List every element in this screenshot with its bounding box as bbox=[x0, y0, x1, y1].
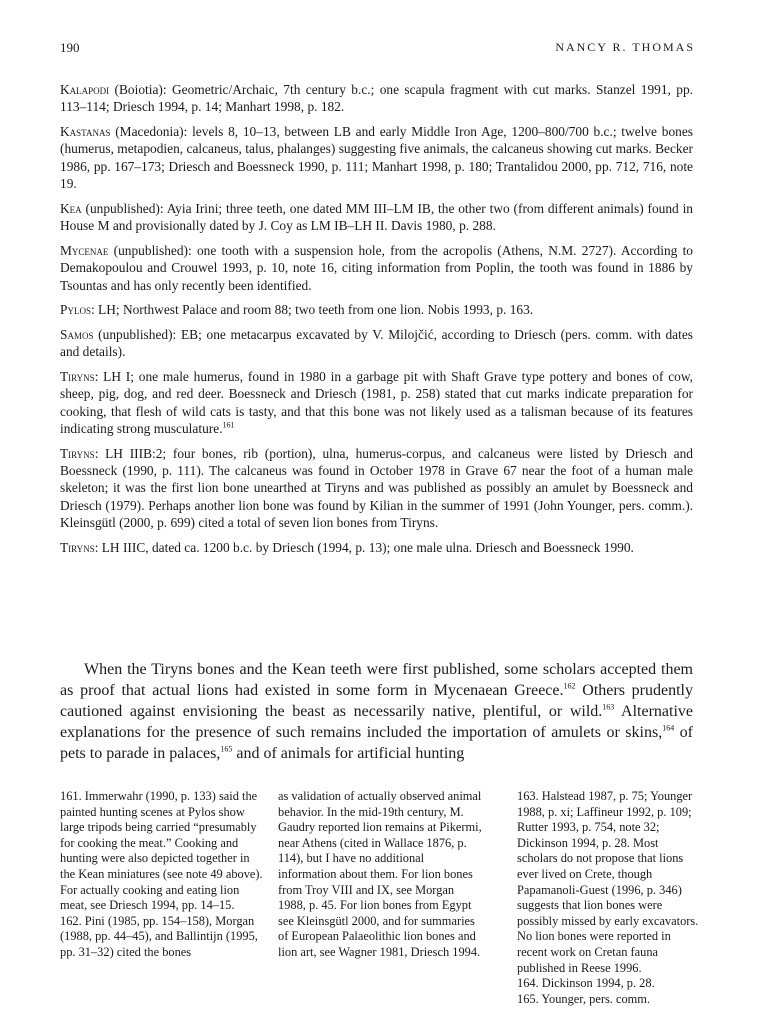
entry-site: Mycenae bbox=[60, 242, 109, 258]
entry-text: (unpublished): Ayia Irini; three teeth, one dated MM III–LM IB, the other two (from different animals) found in House M and provisionally dated by J. Coy as LM IB–LH II. Davis 1980, p. 288. bbox=[60, 200, 693, 234]
entry-pylos bbox=[60, 301, 693, 318]
paragraph-text: Alternative explanations for the presence of such remains included the importation of amulets or skins, bbox=[60, 702, 693, 741]
entry-tiryns-lh1 bbox=[60, 368, 693, 438]
footnote-ref[interactable]: 162 bbox=[563, 681, 576, 691]
paragraph-text: When the Tiryns bones and the Kean teeth were first published, some scholars accepted them as proof that actual lions had existed in some form in Mycenaean Greece. bbox=[60, 661, 693, 699]
main-paragraph bbox=[60, 660, 693, 765]
page-header bbox=[60, 40, 695, 60]
entry-tiryns-lh3c bbox=[60, 539, 693, 556]
entry-site: Samos bbox=[60, 326, 94, 342]
entry-mycenae bbox=[60, 242, 693, 294]
footnote-165: 165. Younger, pers. comm. bbox=[517, 991, 651, 1006]
entry-kea bbox=[60, 200, 693, 235]
entry-tiryns-lh3b bbox=[60, 445, 693, 532]
footnote-column-1 bbox=[60, 789, 266, 961]
footnote-164: 164. Dickinson 1994, p. 28. bbox=[517, 976, 655, 991]
entry-kastanas bbox=[60, 123, 693, 193]
paragraph-text: Others prudently cautioned against envisioning the beast as necessarily native, plentiful, or wild. bbox=[60, 681, 693, 720]
entry-text: (unpublished): EB; one metacarpus excavated by V. Milojčić, according to Driesch (pers. comm. with dates and details). bbox=[60, 326, 693, 360]
footnote-ref[interactable]: 165 bbox=[220, 744, 233, 754]
running-head: NANCY R. THOMAS bbox=[555, 40, 695, 54]
footnote-ref[interactable]: 164 bbox=[662, 723, 675, 733]
entry-text: (Boiotia): Geometric/Archaic, 7th century b.c.; one scapula fragment with cut marks. Stanzel 1991, pp. 113–114; Driesch 1994, p. 14; Manhart 1998, p. 182. bbox=[60, 82, 693, 115]
paragraph-text: and of animals for artificial hunting bbox=[232, 744, 465, 762]
entry-site: Pylos bbox=[60, 302, 91, 318]
entry-site: Tiryns bbox=[60, 539, 95, 555]
entry-kalapodi bbox=[60, 81, 693, 116]
entry-site: Kalapodi bbox=[60, 82, 110, 97]
footnote-ref[interactable]: 161 bbox=[222, 420, 235, 430]
entry-site: Tiryns bbox=[60, 368, 95, 384]
page-number: 190 bbox=[60, 40, 80, 55]
footnote-162-cont: as validation of actually observed animal behavior. In the mid-19th century, M. Gaudry reported lion remains at Pikermi, near Athens (cited in Wallace 1876, p. 114), but I have no additional information about them. For lion bones from Troy VIII and IX, see Morgan 1988, p. 45. For lion bones from Egypt see Kleinsgütl 2000, and for summaries of European Palaeolithic lion bones and lion art, see Wagner 1981, Driesch 1994. bbox=[278, 789, 482, 959]
entry-text: : LH; Northwest Palace and room 88; two teeth from one lion. Nobis 1993, p. 163. bbox=[90, 302, 534, 318]
footnote-162: 162. Pini (1985, pp. 154–158), Morgan (1988, pp. 44–45), and Ballintijn (1995, pp. 31–32) cited the bones bbox=[60, 913, 258, 959]
entry-samos bbox=[60, 326, 693, 361]
footnote-column-3 bbox=[517, 789, 699, 1007]
entry-text: : LH IIIB:2; four bones, rib (portion), ulna, humerus-corpus, and calcaneus were listed by Driesch and Boessneck (1990, p. 111). The calcaneus was found in October 1978 in Grave 67 near the foot of a human male skeleton; it was the first lion bone unearthed at Tiryns and was published as possibly an amulet by Boessneck and Driesch (1979). Perhaps another lion bone was found by Kilian in the summer of 1991 (John Younger, pers. comm.). Kleinsgütl (2000, p. 699) cited a total of seven lion bones from Tiryns. bbox=[60, 445, 693, 531]
footnote-163: 163. Halstead 1987, p. 75; Younger 1988, p. xi; Laffineur 1992, p. 109; Rutter 1993, p. 754, note 32; Dickinson 1994, p. 28. Most scholars do not propose that lions ever lived on Crete, though Papamanoli-Guest (1996, p. 346) suggests that lion bones were possibly missed by early excavators. No lion bones were reported in recent work on Cretan fauna published in Reese 1996. bbox=[517, 789, 699, 975]
footnote-161: 161. Immerwahr (1990, p. 133) said the painted hunting scenes at Pylos show large tripods being carried “presumably for cooking the meat.” Cooking and hunting were also depicted together in the Kean miniatures (see note 49 above). For actually cooking and eating lion meat, see Driesch 1994, pp. 14–15. bbox=[60, 789, 263, 913]
entry-site: Kastanas bbox=[60, 124, 111, 139]
footnote-column-2 bbox=[278, 789, 482, 961]
entry-site: Kea bbox=[60, 200, 82, 216]
entry-text: (unpublished): one tooth with a suspension hole, from the acropolis (Athens, N.M. 2727). According to Demakopoulou and Crouwel 1993, p. 10, note 16, citing information from Poplin, the tooth was found in 1886 by Tsountas and has only recently been identified. bbox=[60, 242, 693, 293]
paragraph-text: of pets to parade in palaces, bbox=[60, 723, 694, 762]
site-entries bbox=[60, 81, 693, 563]
entry-site: Tiryns bbox=[60, 445, 95, 461]
entry-text: : LH I; one male humerus, found in 1980 in a garbage pit with Shaft Grave type pottery and bones of cow, sheep, pig, dog, and red deer. Boessneck and Driesch (1981, p. 258) stated that cut marks indicate preparation for cooking, that flesh of wild cats is tasty, and that this bone was not likely used as a talisman because of its features indicating strong musculature. bbox=[60, 368, 693, 437]
entry-text: (Macedonia): levels 8, 10–13, between LB and early Middle Iron Age, 1200–800/700 b.c.; twelve bones (humerus, metapodien, calcaneus, talus, phalanges) suggesting five animals, the calcaneus showing cut marks. Becker 1986, pp. 167–173; Driesch and Boessneck 1990, p. 111; Manhart 1998, p. 180; Trantalidou 2000, pp. 712, 716, note 19. bbox=[60, 124, 693, 192]
entry-text: : LH IIIC, dated ca. 1200 b.c. by Driesch (1994, p. 13); one male ulna. Driesch and Boessneck 1990. bbox=[94, 539, 634, 555]
footnote-ref[interactable]: 163 bbox=[602, 702, 615, 712]
footnotes bbox=[60, 789, 699, 1006]
